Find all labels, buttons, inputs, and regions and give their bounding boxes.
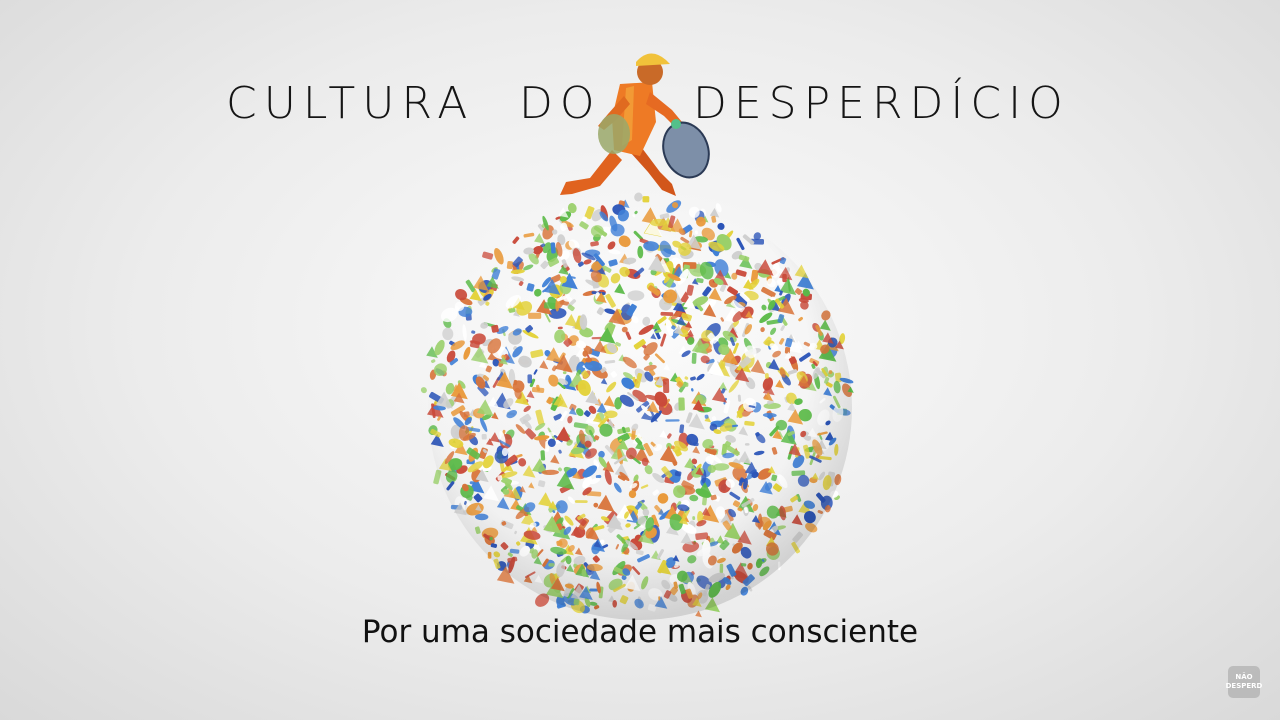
watermark-line-1: NÃO bbox=[1235, 673, 1253, 681]
title-word-desperdicio: DESPERDÍCIO bbox=[693, 78, 1070, 129]
globe-shading bbox=[428, 196, 852, 620]
subtitle bbox=[0, 614, 1280, 650]
channel-watermark-logo bbox=[1225, 666, 1263, 698]
debris-piece bbox=[420, 386, 428, 394]
running-worker-icon bbox=[560, 53, 716, 196]
subtitle-text: Por uma sociedade mais consciente bbox=[361, 614, 919, 650]
watermark-line-2: DESPERD bbox=[1225, 682, 1263, 690]
title-word-cultura: CULTURA bbox=[226, 78, 475, 129]
title-word-do: DO bbox=[519, 78, 602, 129]
